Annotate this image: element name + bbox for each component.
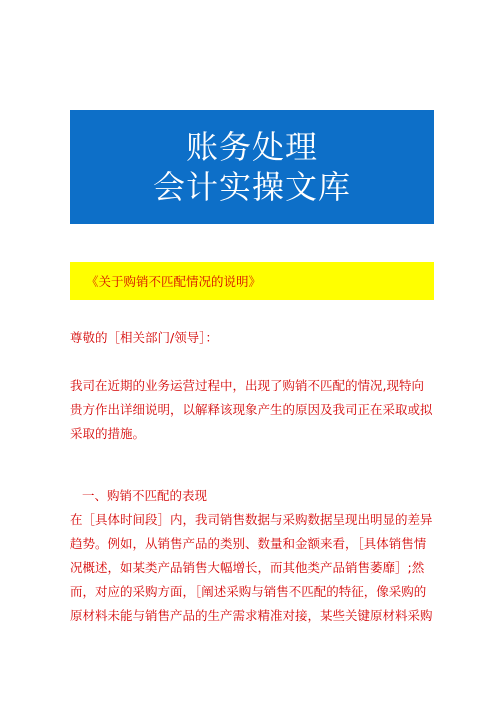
section-paragraph	[70, 508, 434, 628]
intro-line: 贵方作出详细说明，以解释该现象产生的原因及我司正在采取或拟	[70, 402, 433, 417]
section-line: 况概述，如某类产品销售大幅增长，而其他类产品销售萎靡］;然	[70, 560, 425, 575]
salutation: 尊敬的［相关部门/领导］：	[70, 330, 218, 345]
section-line: 在［具体时间段］内，我司销售数据与采购数据呈现出明显的差异	[70, 512, 433, 527]
banner-title-line-2: 会计实操文库	[152, 168, 351, 206]
section-line: 原材料未能与销售产品的生产需求精准对接，某些关键原材料采购	[70, 608, 433, 623]
intro-line: 我司在近期的业务运营过程中，出现了购销不匹配的情况,现特向	[70, 378, 424, 393]
title-banner	[70, 110, 434, 224]
section-line: 而，对应的采购方面，［阐述采购与销售不匹配的特征，像采购的	[70, 584, 427, 599]
section-heading: 一、购销不匹配的表现	[82, 488, 208, 503]
intro-line: 采取的措施。	[70, 426, 146, 441]
banner-title-line-1: 账务处理	[185, 128, 318, 166]
document-title: 《关于购销不匹配情况的说明》	[86, 274, 262, 289]
document-title-bar	[70, 262, 434, 300]
intro-paragraph	[70, 374, 434, 446]
section-line: 趋势。例如，从销售产品的类别、数量和金额来看，［具体销售情	[70, 536, 427, 551]
